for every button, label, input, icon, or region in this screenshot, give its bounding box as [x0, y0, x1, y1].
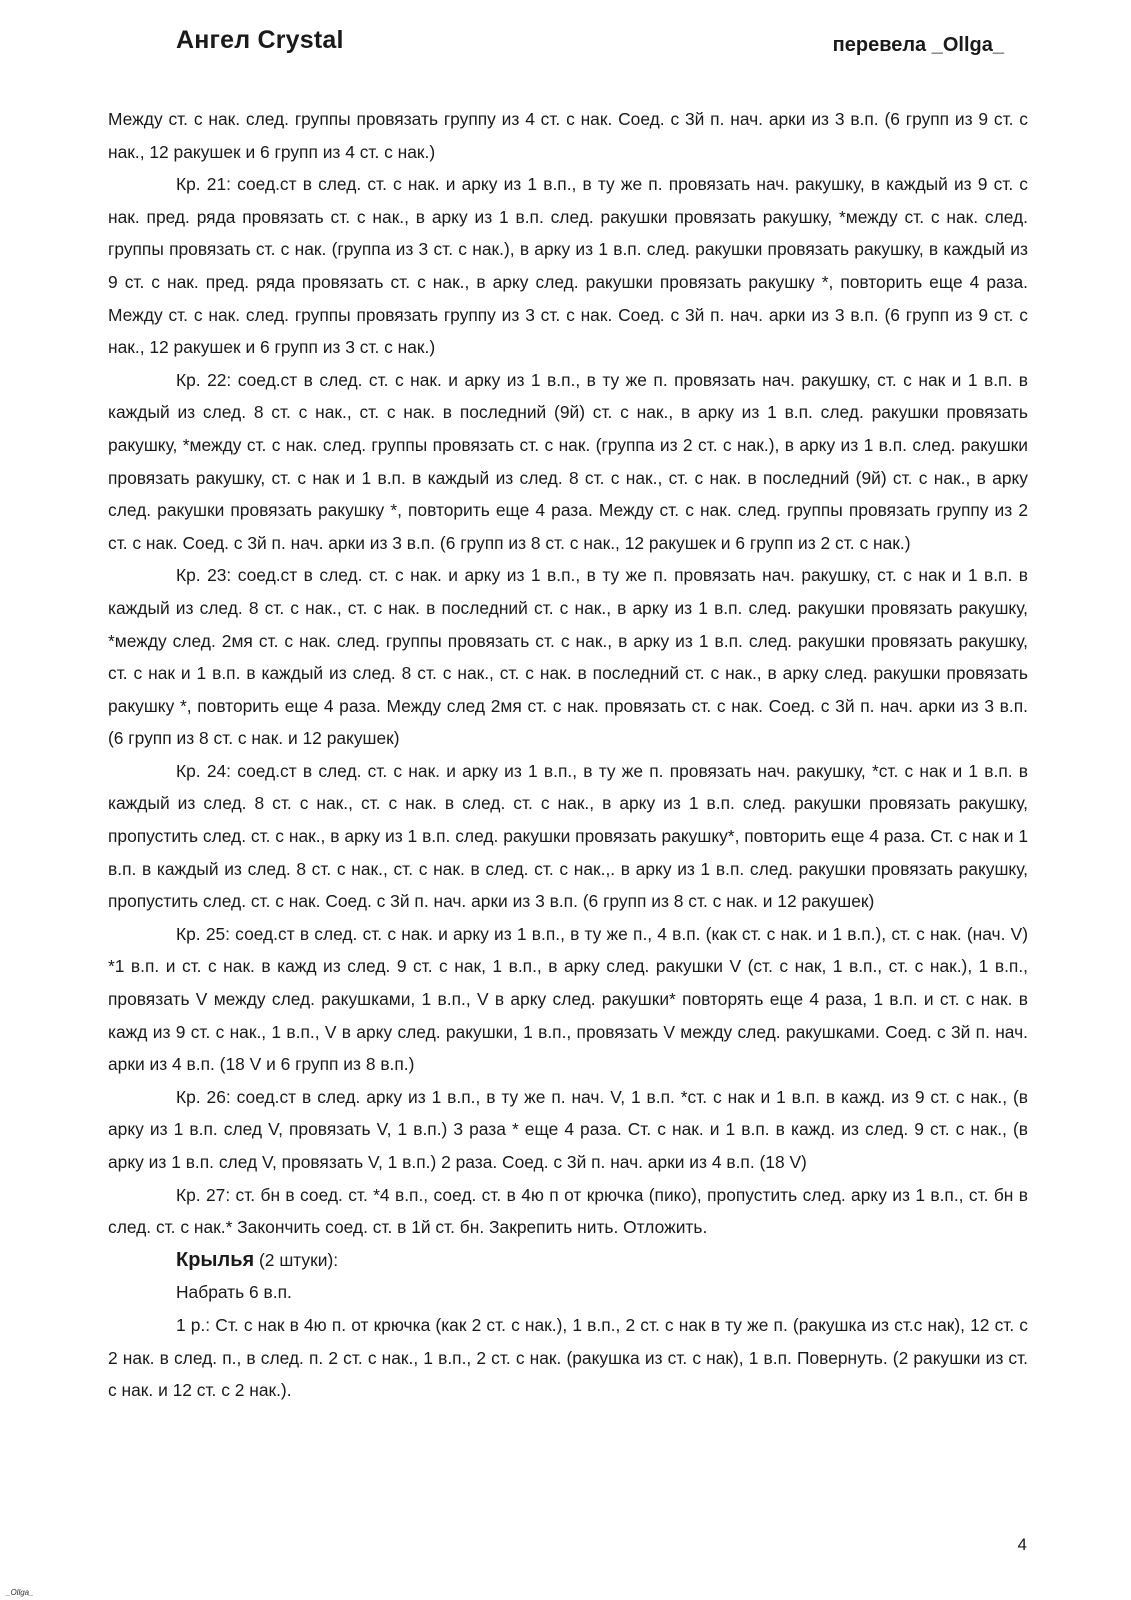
wings-heading: [108, 1244, 1028, 1277]
paragraph-round-21: Кр. 21: соед.ст в след. ст. с нак. и арку из 1 в.п., в ту же п. провязать нач. ракушку, в каждый из 9 ст. с нак. пред. ряда провязать ст. с нак., в арку из 1 в.п. след. ракушки провязать ракушку, *между ст. с нак. след. группы провязать ст. с нак. (группа из 3 ст. с нак.), в арку из 1 в.п. след. ракушки провязать ракушку, в каждый из 9 ст. с нак. пред. ряда провязать ст. с нак., в арку след. ракушки провязать ракушку *, повторить еще 4 раза. Между ст. с нак. след. группы провязать группу из 3 ст. с нак. Соед. с 3й п. нач. арки из 3 в.п. (6 групп из 9 ст. с нак., 12 ракушек и 6 групп из 3 ст. с нак.): [108, 174, 1028, 358]
paragraph-round-24: Кр. 24: соед.ст в след. ст. с нак. и арку из 1 в.п., в ту же п. провязать нач. ракушку, *ст. с нак и 1 в.п. в каждый из след. 8 ст. с нак., ст. с нак. в след. ст. с нак., в арку из 1 в.п. след. ракушки провязать ракушку, пропустить след. ст. с нак., в арку из 1 в.п. след. ракушки провязать ракушку*, повторить еще 4 раза. Ст. с нак и 1 в.п. в каждый из след. 8 ст. с нак., ст. с нак. в след. ст. с нак.,. в арку из 1 в.п. след. ракушки провязать ракушку, пропустить след. ст. с нак. Соед. с 3й п. нач. арки из 3 в.п. (6 групп из 8 ст. с нак. и 12 ракушек): [108, 760, 1028, 912]
wings-heading-note: (2 штуки):: [254, 1249, 339, 1270]
translator-credit: перевела _Ollga_: [832, 34, 1004, 56]
wings-row-1: 1 р.: Ст. с нак в 4ю п. от крючка (как 2 ст. с нак.), 1 в.п., 2 ст. с нак в ту же п. (ракушка из ст.с нак), 12 ст. с 2 нак. в след. п., в след. п. 2 ст. с нак., 1 в.п., 2 ст. с нак. (ракушка из ст. с нак), 1 в.п. Повернуть. (2 ракушки из ст. с нак. и 12 ст. с 2 нак.).: [108, 1314, 1028, 1401]
wings-cast-on: Набрать 6 в.п.: [176, 1282, 292, 1303]
body-text: [108, 103, 1028, 1407]
paragraph-round-27: Кр. 27: ст. бн в соед. ст. *4 в.п., соед. ст. в 4ю п от крючка (пико), пропустить след. арку из 1 в.п., ст. бн в след. ст. с нак.* Закончить соед. ст. в 1й ст. бн. Закрепить нить. Отложить.: [108, 1184, 1028, 1238]
paragraph-round-23: Кр. 23: соед.ст в след. ст. с нак. и арку из 1 в.п., в ту же п. провязать нач. ракушку, ст. с нак и 1 в.п. в каждый из след. 8 ст. с нак., ст. с нак. в последний ст. с нак., в арку из 1 в.п. след. ракушки провязать ракушку, *между след. 2мя ст. с нак. след. группы провязать ст. с нак., в арку из 1 в.п. след. ракушки провязать ракушку, ст. с нак и 1 в.п. в каждый из след. 8 ст. с нак., ст. с нак. в последний ст. с нак., в арку след. ракушки провязать ракушку *, повторить еще 4 раза. Между след 2мя ст. с нак. провязать ст. с нак. Соед. с 3й п. нач. арки из 3 в.п. (6 групп из 8 ст. с нак. и 12 ракушек): [108, 565, 1028, 749]
paragraph-round-25: Кр. 25: соед.ст в след. ст. с нак. и арку из 1 в.п., в ту же п., 4 в.п. (как ст. с нак. и 1 в.п.), ст. с нак. (нач. V) *1 в.п. и ст. с нак. в кажд из след. 9 ст. с нак, 1 в.п., в арку след. ракушки V (ст. с нак, 1 в.п., ст. с нак.), 1 в.п., провязать V между след. ракушками, 1 в.п., V в арку след. ракушки* повторять еще 4 раза, 1 в.п. и ст. с нак. в кажд из 9 ст. с нак., 1 в.п., V в арку след. ракушки, 1 в.п., провязать V между след. ракушками. Соед. с 3й п. нач. арки из 4 в.п. (18 V и 6 групп из 8 в.п.): [108, 923, 1028, 1075]
paragraph-continuation: Между ст. с нак. след. группы провязать группу из 4 ст. с нак. Соед. с 3й п. нач. арки из 3 в.п. (6 групп из 9 ст. с нак., 12 ракушек и 6 групп из 4 ст. с нак.): [108, 109, 1028, 162]
wings-heading-title: Крылья: [176, 1248, 255, 1271]
watermark: _Ollga_: [6, 1588, 34, 1597]
paragraph-round-22: Кр. 22: соед.ст в след. ст. с нак. и арку из 1 в.п., в ту же п. провязать нач. ракушку, ст. с нак и 1 в.п. в каждый из след. 8 ст. с нак., ст. с нак. в последний (9й) ст. с нак., в арку из 1 в.п. след. ракушки провязать ракушку, *между ст. с нак. след. группы провязать ст. с нак. (группа из 2 ст. с нак.), в арку из 1 в.п. след. ракушки провязать ракушку, ст. с нак и 1 в.п. в каждый из след. 8 ст. с нак., ст. с нак. в последний (9й) ст. с нак., в арку след. ракушки провязать ракушку *, повторить еще 4 раза. Между ст. с нак. след. группы провязать группу из 2 ст. с нак. Соед. с 3й п. нач. арки из 3 в.п. (6 групп из 8 ст. с нак., 12 ракушек и 6 групп из 2 ст. с нак.): [108, 369, 1028, 553]
paragraph-round-26: Кр. 26: соед.ст в след. арку из 1 в.п., в ту же п. нач. V, 1 в.п. *ст. с нак и 1 в.п. в кажд. из 9 ст. с нак., (в арку из 1 в.п. след V, провязать V, 1 в.п.) 3 раза * еще 4 раза. Ст. с нак. и 1 в.п. в кажд. из след. 9 ст. с нак., (в арку из 1 в.п. след V, провязать V, 1 в.п.) 2 раза. Соед. с 3й п. нач. арки из 4 в.п. (18 V): [108, 1086, 1028, 1172]
document-title: Ангел Crystal: [176, 26, 344, 54]
page-number: 4: [1017, 1535, 1027, 1554]
